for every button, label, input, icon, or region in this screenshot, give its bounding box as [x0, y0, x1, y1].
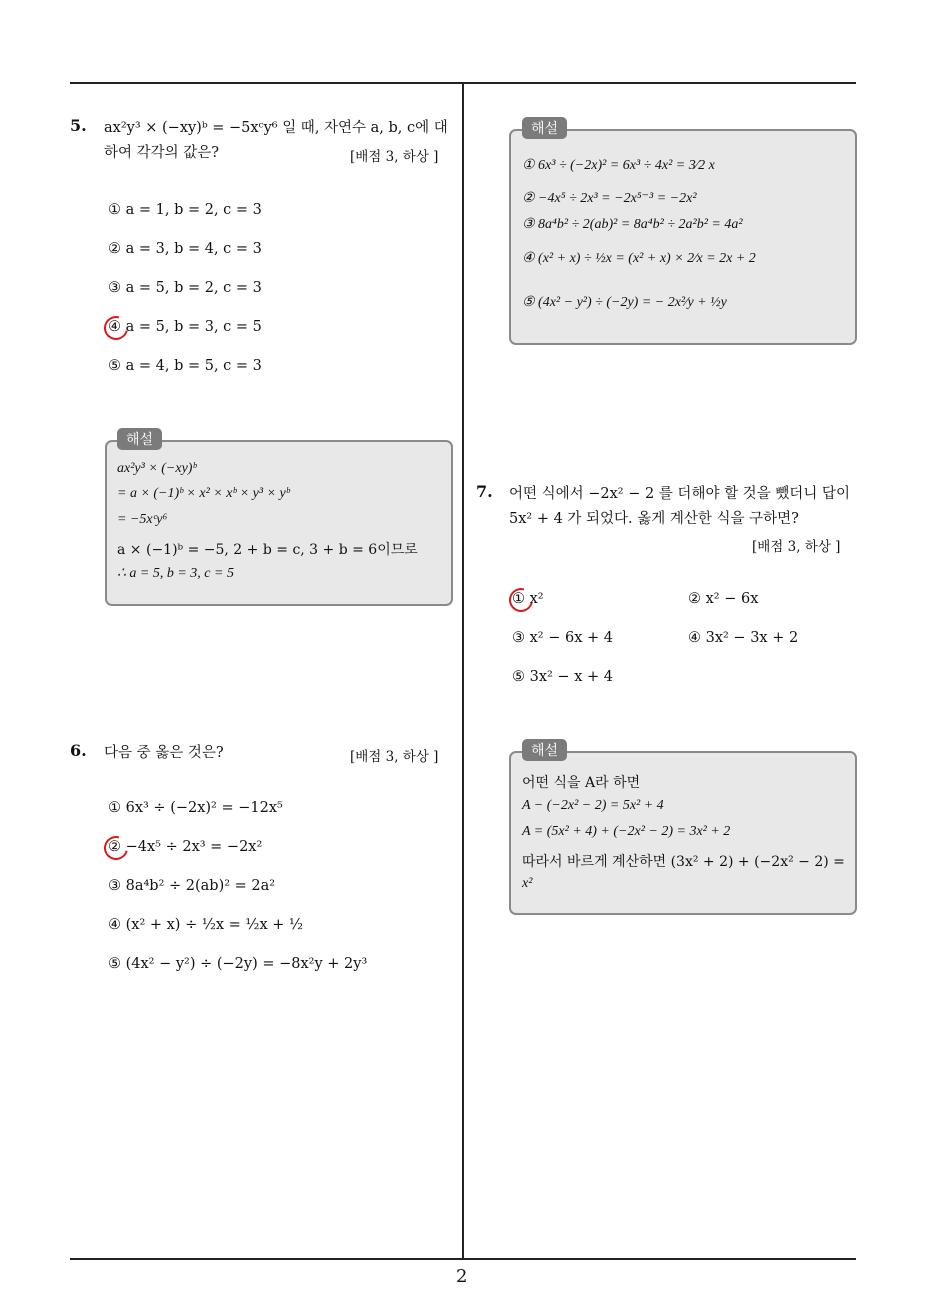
q5-option-4[interactable]: ④ a = 5, b = 3, c = 5 [108, 319, 262, 335]
q6-option-4[interactable]: ④ (x² + x) ÷ ½x = ½x + ½ [108, 917, 304, 933]
q7-solution-line: x² [522, 876, 533, 891]
q6-solution-line: ⑤ (4x² − y²) ÷ (−2y) = − 2x²⁄y + ½y [522, 295, 727, 310]
q7-option-1[interactable]: ① x² [512, 591, 544, 607]
q5-score: [배점 3, 하상 ] [350, 149, 439, 165]
q7-option-4[interactable]: ④ 3x² − 3x + 2 [688, 630, 799, 646]
q7-score: [배점 3, 하상 ] [752, 539, 841, 555]
q7-solution-line: A = (5x² + 4) + (−2x² − 2) = 3x² + 2 [522, 824, 731, 839]
q7-solution-line: A − (−2x² − 2) = 5x² + 4 [522, 798, 664, 813]
q6-solution-tag: 해설 [522, 117, 567, 139]
q6-solution-line: ③ 8a⁴b² ÷ 2(ab)² = 8a⁴b² ÷ 2a²b² = 4a² [522, 217, 743, 232]
q6-option-1[interactable]: ① 6x³ ÷ (−2x)² = −12x⁵ [108, 800, 283, 816]
q5-solution-line: = −5xᶜy⁶ [117, 512, 168, 527]
q5-solution-line: ax²y³ × (−xy)ᵇ [117, 461, 197, 476]
q6-option-2[interactable]: ② −4x⁵ ÷ 2x³ = −2x² [108, 839, 263, 855]
q5-solution-tag: 해설 [117, 428, 162, 450]
q7-option-3[interactable]: ③ x² − 6x + 4 [512, 630, 613, 646]
q5-stem-line2: 하여 각각의 값은? [104, 145, 220, 161]
page-number: 2 [456, 1266, 468, 1287]
q7-stem-line2: 5x² + 4 가 되었다. 옳게 계산한 식을 구하면? [509, 511, 799, 527]
q6-solution-line: ① 6x³ ÷ (−2x)² = 6x³ ÷ 4x² = 3⁄2 x [522, 158, 715, 173]
q6-stem: 다음 중 옳은 것은? [104, 745, 224, 761]
q5-option-2[interactable]: ② a = 3, b = 4, c = 3 [108, 241, 262, 257]
bottom-rule [70, 1258, 856, 1260]
q6-number: 6. [70, 741, 87, 760]
q7-option-5[interactable]: ⑤ 3x² − x + 4 [512, 669, 613, 685]
column-divider [462, 82, 464, 1260]
q7-number: 7. [476, 482, 493, 501]
q7-solution-line: 따라서 바르게 계산하면 (3x² + 2) + (−2x² − 2) = [522, 854, 845, 870]
q6-option-5[interactable]: ⑤ (4x² − y²) ÷ (−2y) = −8x²y + 2y³ [108, 956, 368, 972]
q5-solution-line: ∴ a = 5, b = 3, c = 5 [117, 566, 234, 581]
q5-option-3[interactable]: ③ a = 5, b = 2, c = 3 [108, 280, 262, 296]
q5-option-1[interactable]: ① a = 1, b = 2, c = 3 [108, 202, 262, 218]
q6-option-3[interactable]: ③ 8a⁴b² ÷ 2(ab)² = 2a² [108, 878, 276, 894]
q5-solution-line: a × (−1)ᵇ = −5, 2 + b = c, 3 + b = 6이므로 [117, 542, 418, 558]
q5-solution-line: = a × (−1)ᵇ × x² × xᵇ × y³ × yᵇ [117, 486, 290, 501]
q6-solution-line: ④ (x² + x) ÷ ½x = (x² + x) × 2⁄x = 2x + 2 [522, 251, 756, 266]
q7-solution-tag: 해설 [522, 739, 567, 761]
q7-solution-line: 어떤 식을 A라 하면 [522, 775, 641, 791]
q5-stem-line1: ax²y³ × (−xy)ᵇ = −5xᶜy⁶ 일 때, 자연수 a, b, c에 대 [104, 120, 448, 136]
q7-stem-line1: 어떤 식에서 −2x² − 2 를 더해야 할 것을 뺐더니 답이 [509, 486, 850, 502]
q6-score: [배점 3, 하상 ] [350, 749, 439, 765]
q5-option-5[interactable]: ⑤ a = 4, b = 5, c = 3 [108, 358, 262, 374]
q5-number: 5. [70, 116, 87, 135]
q6-solution-line: ② −4x⁵ ÷ 2x³ = −2x⁵⁻³ = −2x² [522, 191, 697, 206]
q7-option-2[interactable]: ② x² − 6x [688, 591, 759, 607]
